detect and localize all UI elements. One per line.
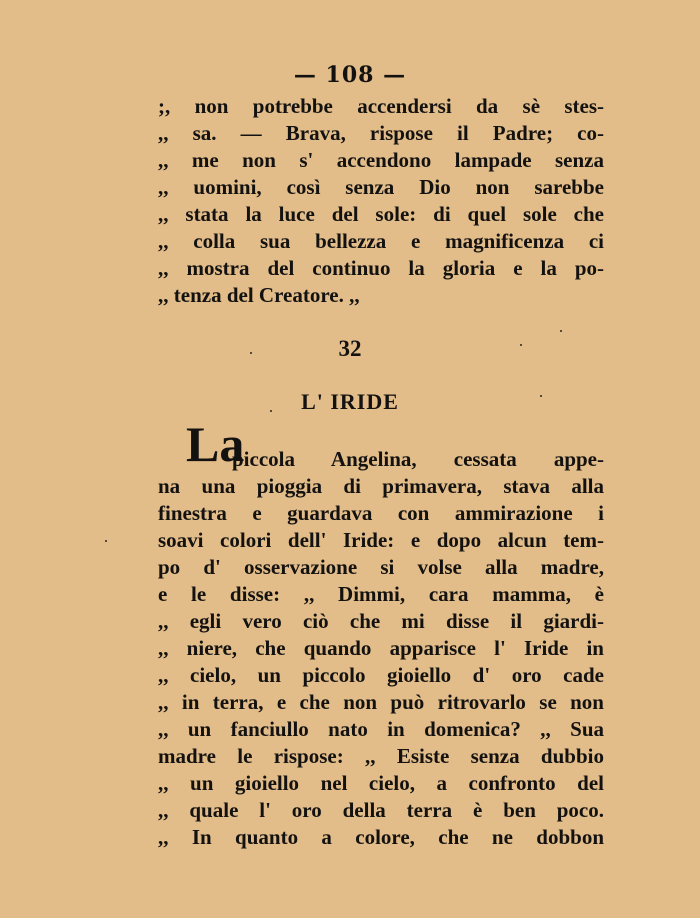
text-line: ,, uomini, così senza Dio non sarebbe bbox=[158, 175, 604, 199]
section-title: L' IRIDE bbox=[301, 389, 399, 414]
text-line: soavi colori dell' Iride: e dopo alcun tem- bbox=[158, 528, 604, 552]
text-line: madre le rispose: ,, Esiste senza dubbio bbox=[158, 744, 604, 768]
text-line: ,, me non s' accendono lampade senza bbox=[158, 148, 604, 172]
page-number: — 108 — bbox=[293, 62, 407, 88]
print-speck bbox=[520, 344, 522, 346]
text-line: ;, non potrebbe accendersi da sè stes- bbox=[158, 94, 604, 118]
text-line: ,, niere, che quando apparisce l' Iride in bbox=[158, 636, 604, 660]
text-line: ,, mostra del continuo la gloria e la po- bbox=[158, 256, 604, 280]
print-speck bbox=[250, 352, 252, 354]
text-line: ,, quale l' oro della terra è ben poco. bbox=[158, 798, 604, 822]
text-line: ,, stata la luce del sole: di quel sole che bbox=[158, 202, 604, 226]
text-line: ,, cielo, un piccolo gioiello d' oro cade bbox=[158, 663, 604, 687]
drop-cap: La bbox=[186, 416, 245, 472]
text-line: ,, un gioiello nel cielo, a confronto del bbox=[158, 771, 604, 795]
text-line: piccola Angelina, cessata appe- bbox=[232, 447, 604, 471]
text-line: ,, un fanciullo nato in domenica? ,, Sua bbox=[158, 717, 604, 741]
text-line: ,, egli vero ciò che mi disse il giardi- bbox=[158, 609, 604, 633]
top-paragraph bbox=[158, 93, 604, 309]
text-line: ,, In quanto a colore, che ne dobbon bbox=[158, 825, 604, 849]
text-line: ,, tenza del Creatore. ,, bbox=[158, 283, 360, 307]
print-speck bbox=[540, 395, 542, 397]
text-line: e le disse: ,, Dimmi, cara mamma, è bbox=[158, 582, 604, 606]
print-speck bbox=[270, 410, 272, 412]
text-line: ,, in terra, e che non può ritrovarlo se non bbox=[158, 690, 604, 714]
section-number: 32 bbox=[338, 336, 362, 361]
text-line: ,, sa. — Brava, rispose il Padre; co- bbox=[158, 121, 604, 145]
text-line: ,, colla sua bellezza e magnificenza ci bbox=[158, 229, 604, 253]
main-paragraph bbox=[158, 446, 604, 851]
print-speck bbox=[105, 540, 107, 542]
print-speck bbox=[560, 330, 562, 332]
text-line: na una pioggia di primavera, stava alla bbox=[158, 474, 604, 498]
text-line: po d' osservazione si volse alla madre, bbox=[158, 555, 604, 579]
text-line: finestra e guardava con ammirazione i bbox=[158, 501, 604, 525]
